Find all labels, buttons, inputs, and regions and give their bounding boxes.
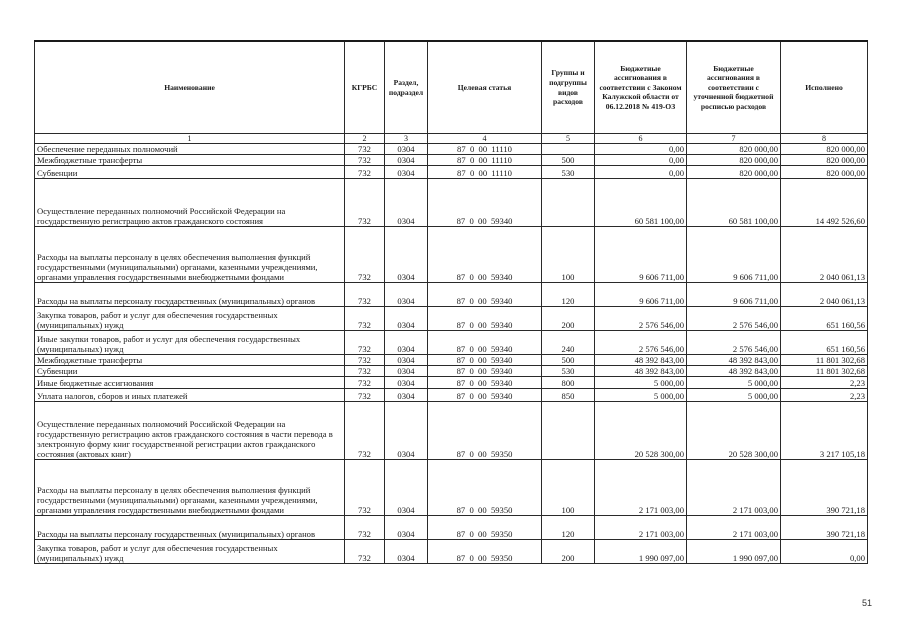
header-refined-allocations: Бюджетные ассигнования в соответствии с уточненной бюджетной росписью расходов bbox=[687, 41, 781, 134]
page-number: 51 bbox=[861, 598, 872, 608]
row-name-cell: Расходы на выплаты персоналу государственных (муниципальных) органов bbox=[35, 283, 345, 307]
table-row bbox=[35, 460, 868, 516]
column-number: 7 bbox=[687, 134, 781, 144]
column-number: 5 bbox=[542, 134, 595, 144]
table-row bbox=[35, 155, 868, 166]
row-executed-cell: 390 721,18 bbox=[781, 460, 868, 516]
row-expense-group-cell: 200 bbox=[542, 540, 595, 564]
row-section-cell: 0304 bbox=[385, 331, 428, 355]
row-section-cell: 0304 bbox=[385, 366, 428, 377]
row-refined-allocation-cell: 820 000,00 bbox=[687, 166, 781, 179]
row-expense-group-cell: 240 bbox=[542, 331, 595, 355]
row-law-allocation-cell: 48 392 843,00 bbox=[595, 355, 687, 366]
row-law-allocation-cell: 5 000,00 bbox=[595, 389, 687, 402]
row-kgrbs-cell: 732 bbox=[345, 307, 385, 331]
row-target-article-cell: 87 0 00 59340 bbox=[428, 283, 542, 307]
row-law-allocation-cell: 0,00 bbox=[595, 144, 687, 155]
row-kgrbs-cell: 732 bbox=[345, 460, 385, 516]
row-refined-allocation-cell: 2 171 003,00 bbox=[687, 460, 781, 516]
row-kgrbs-cell: 732 bbox=[345, 389, 385, 402]
row-expense-group-cell: 100 bbox=[542, 227, 595, 283]
header-name: Наименование bbox=[35, 41, 345, 134]
header-kgrbs: КГРБС bbox=[345, 41, 385, 134]
row-name-cell: Иные закупки товаров, работ и услуг для обеспечения государственных (муниципальных) нужд bbox=[35, 331, 345, 355]
header-section: Раздел, подраздел bbox=[385, 41, 428, 134]
row-expense-group-cell bbox=[542, 144, 595, 155]
row-section-cell: 0304 bbox=[385, 389, 428, 402]
row-target-article-cell: 87 0 00 59350 bbox=[428, 460, 542, 516]
table-row bbox=[35, 144, 868, 155]
row-expense-group-cell: 800 bbox=[542, 377, 595, 389]
row-law-allocation-cell: 0,00 bbox=[595, 155, 687, 166]
row-name-cell: Расходы на выплаты персоналу в целях обеспечения выполнения функций государственными (муниципальными) органами, казенными учреждениями, органами управления государственными внебюджетными фондами bbox=[35, 460, 345, 516]
row-target-article-cell: 87 0 00 59350 bbox=[428, 402, 542, 460]
row-target-article-cell: 87 0 00 59340 bbox=[428, 307, 542, 331]
row-law-allocation-cell: 5 000,00 bbox=[595, 377, 687, 389]
table-row bbox=[35, 389, 868, 402]
row-target-article-cell: 87 0 00 59340 bbox=[428, 366, 542, 377]
row-refined-allocation-cell: 2 576 546,00 bbox=[687, 307, 781, 331]
row-refined-allocation-cell: 2 576 546,00 bbox=[687, 331, 781, 355]
row-name-cell: Расходы на выплаты персоналу государственных (муниципальных) органов bbox=[35, 516, 345, 540]
row-section-cell: 0304 bbox=[385, 355, 428, 366]
row-name-cell: Субвенции bbox=[35, 366, 345, 377]
column-number: 8 bbox=[781, 134, 868, 144]
row-expense-group-cell: 500 bbox=[542, 355, 595, 366]
row-executed-cell: 651 160,56 bbox=[781, 331, 868, 355]
row-law-allocation-cell: 2 576 546,00 bbox=[595, 307, 687, 331]
row-executed-cell: 0,00 bbox=[781, 540, 868, 564]
row-expense-group-cell: 120 bbox=[542, 516, 595, 540]
table-row bbox=[35, 540, 868, 564]
row-section-cell: 0304 bbox=[385, 377, 428, 389]
row-kgrbs-cell: 732 bbox=[345, 283, 385, 307]
row-name-cell: Субвенции bbox=[35, 166, 345, 179]
row-expense-group-cell bbox=[542, 179, 595, 227]
row-executed-cell: 11 801 302,68 bbox=[781, 355, 868, 366]
row-target-article-cell: 87 0 00 11110 bbox=[428, 166, 542, 179]
budget-execution-table bbox=[34, 40, 868, 564]
table-row bbox=[35, 166, 868, 179]
row-target-article-cell: 87 0 00 59350 bbox=[428, 540, 542, 564]
row-section-cell: 0304 bbox=[385, 460, 428, 516]
row-name-cell: Межбюджетные трансферты bbox=[35, 355, 345, 366]
row-expense-group-cell: 530 bbox=[542, 366, 595, 377]
row-section-cell: 0304 bbox=[385, 516, 428, 540]
row-section-cell: 0304 bbox=[385, 144, 428, 155]
row-section-cell: 0304 bbox=[385, 155, 428, 166]
column-number-row bbox=[35, 134, 868, 144]
row-kgrbs-cell: 732 bbox=[345, 179, 385, 227]
row-kgrbs-cell: 732 bbox=[345, 355, 385, 366]
row-kgrbs-cell: 732 bbox=[345, 402, 385, 460]
row-executed-cell: 651 160,56 bbox=[781, 307, 868, 331]
row-law-allocation-cell: 60 581 100,00 bbox=[595, 179, 687, 227]
table-row bbox=[35, 227, 868, 283]
row-refined-allocation-cell: 1 990 097,00 bbox=[687, 540, 781, 564]
row-kgrbs-cell: 732 bbox=[345, 227, 385, 283]
row-law-allocation-cell: 9 606 711,00 bbox=[595, 227, 687, 283]
row-section-cell: 0304 bbox=[385, 179, 428, 227]
row-executed-cell: 820 000,00 bbox=[781, 166, 868, 179]
header-row bbox=[35, 41, 868, 134]
row-expense-group-cell bbox=[542, 402, 595, 460]
row-law-allocation-cell: 2 171 003,00 bbox=[595, 516, 687, 540]
row-expense-group-cell: 120 bbox=[542, 283, 595, 307]
row-refined-allocation-cell: 60 581 100,00 bbox=[687, 179, 781, 227]
row-refined-allocation-cell: 9 606 711,00 bbox=[687, 227, 781, 283]
row-target-article-cell: 87 0 00 11110 bbox=[428, 144, 542, 155]
row-section-cell: 0304 bbox=[385, 166, 428, 179]
row-law-allocation-cell: 2 171 003,00 bbox=[595, 460, 687, 516]
row-name-cell: Межбюджетные трансферты bbox=[35, 155, 345, 166]
row-law-allocation-cell: 20 528 300,00 bbox=[595, 402, 687, 460]
row-kgrbs-cell: 732 bbox=[345, 366, 385, 377]
row-target-article-cell: 87 0 00 59340 bbox=[428, 377, 542, 389]
header-law-allocations: Бюджетные ассигнования в соответствии с Законом Калужской области от 06.12.2018 № 419-ОЗ bbox=[595, 41, 687, 134]
row-name-cell: Уплата налогов, сборов и иных платежей bbox=[35, 389, 345, 402]
row-expense-group-cell: 100 bbox=[542, 460, 595, 516]
row-refined-allocation-cell: 9 606 711,00 bbox=[687, 283, 781, 307]
row-section-cell: 0304 bbox=[385, 283, 428, 307]
table-body bbox=[35, 144, 868, 564]
row-kgrbs-cell: 732 bbox=[345, 144, 385, 155]
row-target-article-cell: 87 0 00 59340 bbox=[428, 179, 542, 227]
row-refined-allocation-cell: 5 000,00 bbox=[687, 389, 781, 402]
row-law-allocation-cell: 48 392 843,00 bbox=[595, 366, 687, 377]
row-refined-allocation-cell: 2 171 003,00 bbox=[687, 516, 781, 540]
row-law-allocation-cell: 9 606 711,00 bbox=[595, 283, 687, 307]
table-row bbox=[35, 307, 868, 331]
row-executed-cell: 2,23 bbox=[781, 377, 868, 389]
header-expense-groups: Группы и подгруппы видов расходов bbox=[542, 41, 595, 134]
column-number: 4 bbox=[428, 134, 542, 144]
row-name-cell: Иные бюджетные ассигнования bbox=[35, 377, 345, 389]
table-row bbox=[35, 377, 868, 389]
row-executed-cell: 2 040 061,13 bbox=[781, 227, 868, 283]
header-target-article: Целевая статья bbox=[428, 41, 542, 134]
row-refined-allocation-cell: 820 000,00 bbox=[687, 155, 781, 166]
row-name-cell: Обеспечение переданных полномочий bbox=[35, 144, 345, 155]
row-section-cell: 0304 bbox=[385, 307, 428, 331]
row-kgrbs-cell: 732 bbox=[345, 516, 385, 540]
row-kgrbs-cell: 732 bbox=[345, 331, 385, 355]
column-number: 2 bbox=[345, 134, 385, 144]
row-kgrbs-cell: 732 bbox=[345, 377, 385, 389]
row-law-allocation-cell: 0,00 bbox=[595, 166, 687, 179]
row-refined-allocation-cell: 48 392 843,00 bbox=[687, 366, 781, 377]
row-law-allocation-cell: 2 576 546,00 bbox=[595, 331, 687, 355]
column-number: 1 bbox=[35, 134, 345, 144]
row-target-article-cell: 87 0 00 11110 bbox=[428, 155, 542, 166]
row-target-article-cell: 87 0 00 59340 bbox=[428, 355, 542, 366]
row-executed-cell: 820 000,00 bbox=[781, 155, 868, 166]
row-target-article-cell: 87 0 00 59340 bbox=[428, 389, 542, 402]
row-refined-allocation-cell: 820 000,00 bbox=[687, 144, 781, 155]
table-row bbox=[35, 283, 868, 307]
row-executed-cell: 2,23 bbox=[781, 389, 868, 402]
table-row bbox=[35, 516, 868, 540]
row-name-cell: Закупка товаров, работ и услуг для обеспечения государственных (муниципальных) нужд bbox=[35, 540, 345, 564]
row-executed-cell: 3 217 105,18 bbox=[781, 402, 868, 460]
row-executed-cell: 14 492 526,60 bbox=[781, 179, 868, 227]
row-target-article-cell: 87 0 00 59340 bbox=[428, 331, 542, 355]
row-refined-allocation-cell: 20 528 300,00 bbox=[687, 402, 781, 460]
row-name-cell: Расходы на выплаты персоналу в целях обеспечения выполнения функций государственными (муниципальными) органами, казенными учреждениями, органами управления государственными внебюджетными фондами bbox=[35, 227, 345, 283]
row-name-cell: Осуществление переданных полномочий Российской Федерации на государственную регистрацию актов гражданского состояния в части перевода в электронную форму книг государственной регистрации актов гражданского состояния (актовых книг) bbox=[35, 402, 345, 460]
row-section-cell: 0304 bbox=[385, 402, 428, 460]
row-section-cell: 0304 bbox=[385, 540, 428, 564]
row-expense-group-cell: 530 bbox=[542, 166, 595, 179]
row-section-cell: 0304 bbox=[385, 227, 428, 283]
row-refined-allocation-cell: 48 392 843,00 bbox=[687, 355, 781, 366]
row-kgrbs-cell: 732 bbox=[345, 540, 385, 564]
row-name-cell: Закупка товаров, работ и услуг для обеспечения государственных (муниципальных) нужд bbox=[35, 307, 345, 331]
row-target-article-cell: 87 0 00 59350 bbox=[428, 516, 542, 540]
row-expense-group-cell: 500 bbox=[542, 155, 595, 166]
row-executed-cell: 820 000,00 bbox=[781, 144, 868, 155]
row-expense-group-cell: 200 bbox=[542, 307, 595, 331]
table-row bbox=[35, 402, 868, 460]
table-row bbox=[35, 331, 868, 355]
row-executed-cell: 2 040 061,13 bbox=[781, 283, 868, 307]
table-row bbox=[35, 366, 868, 377]
header-executed: Исполнено bbox=[781, 41, 868, 134]
row-executed-cell: 11 801 302,68 bbox=[781, 366, 868, 377]
row-executed-cell: 390 721,18 bbox=[781, 516, 868, 540]
column-number: 3 bbox=[385, 134, 428, 144]
row-expense-group-cell: 850 bbox=[542, 389, 595, 402]
row-law-allocation-cell: 1 990 097,00 bbox=[595, 540, 687, 564]
table-row bbox=[35, 179, 868, 227]
row-refined-allocation-cell: 5 000,00 bbox=[687, 377, 781, 389]
row-kgrbs-cell: 732 bbox=[345, 166, 385, 179]
row-target-article-cell: 87 0 00 59340 bbox=[428, 227, 542, 283]
table-row bbox=[35, 355, 868, 366]
column-number: 6 bbox=[595, 134, 687, 144]
row-kgrbs-cell: 732 bbox=[345, 155, 385, 166]
row-name-cell: Осуществление переданных полномочий Российской Федерации на государственную регистрацию актов гражданского состояния bbox=[35, 179, 345, 227]
